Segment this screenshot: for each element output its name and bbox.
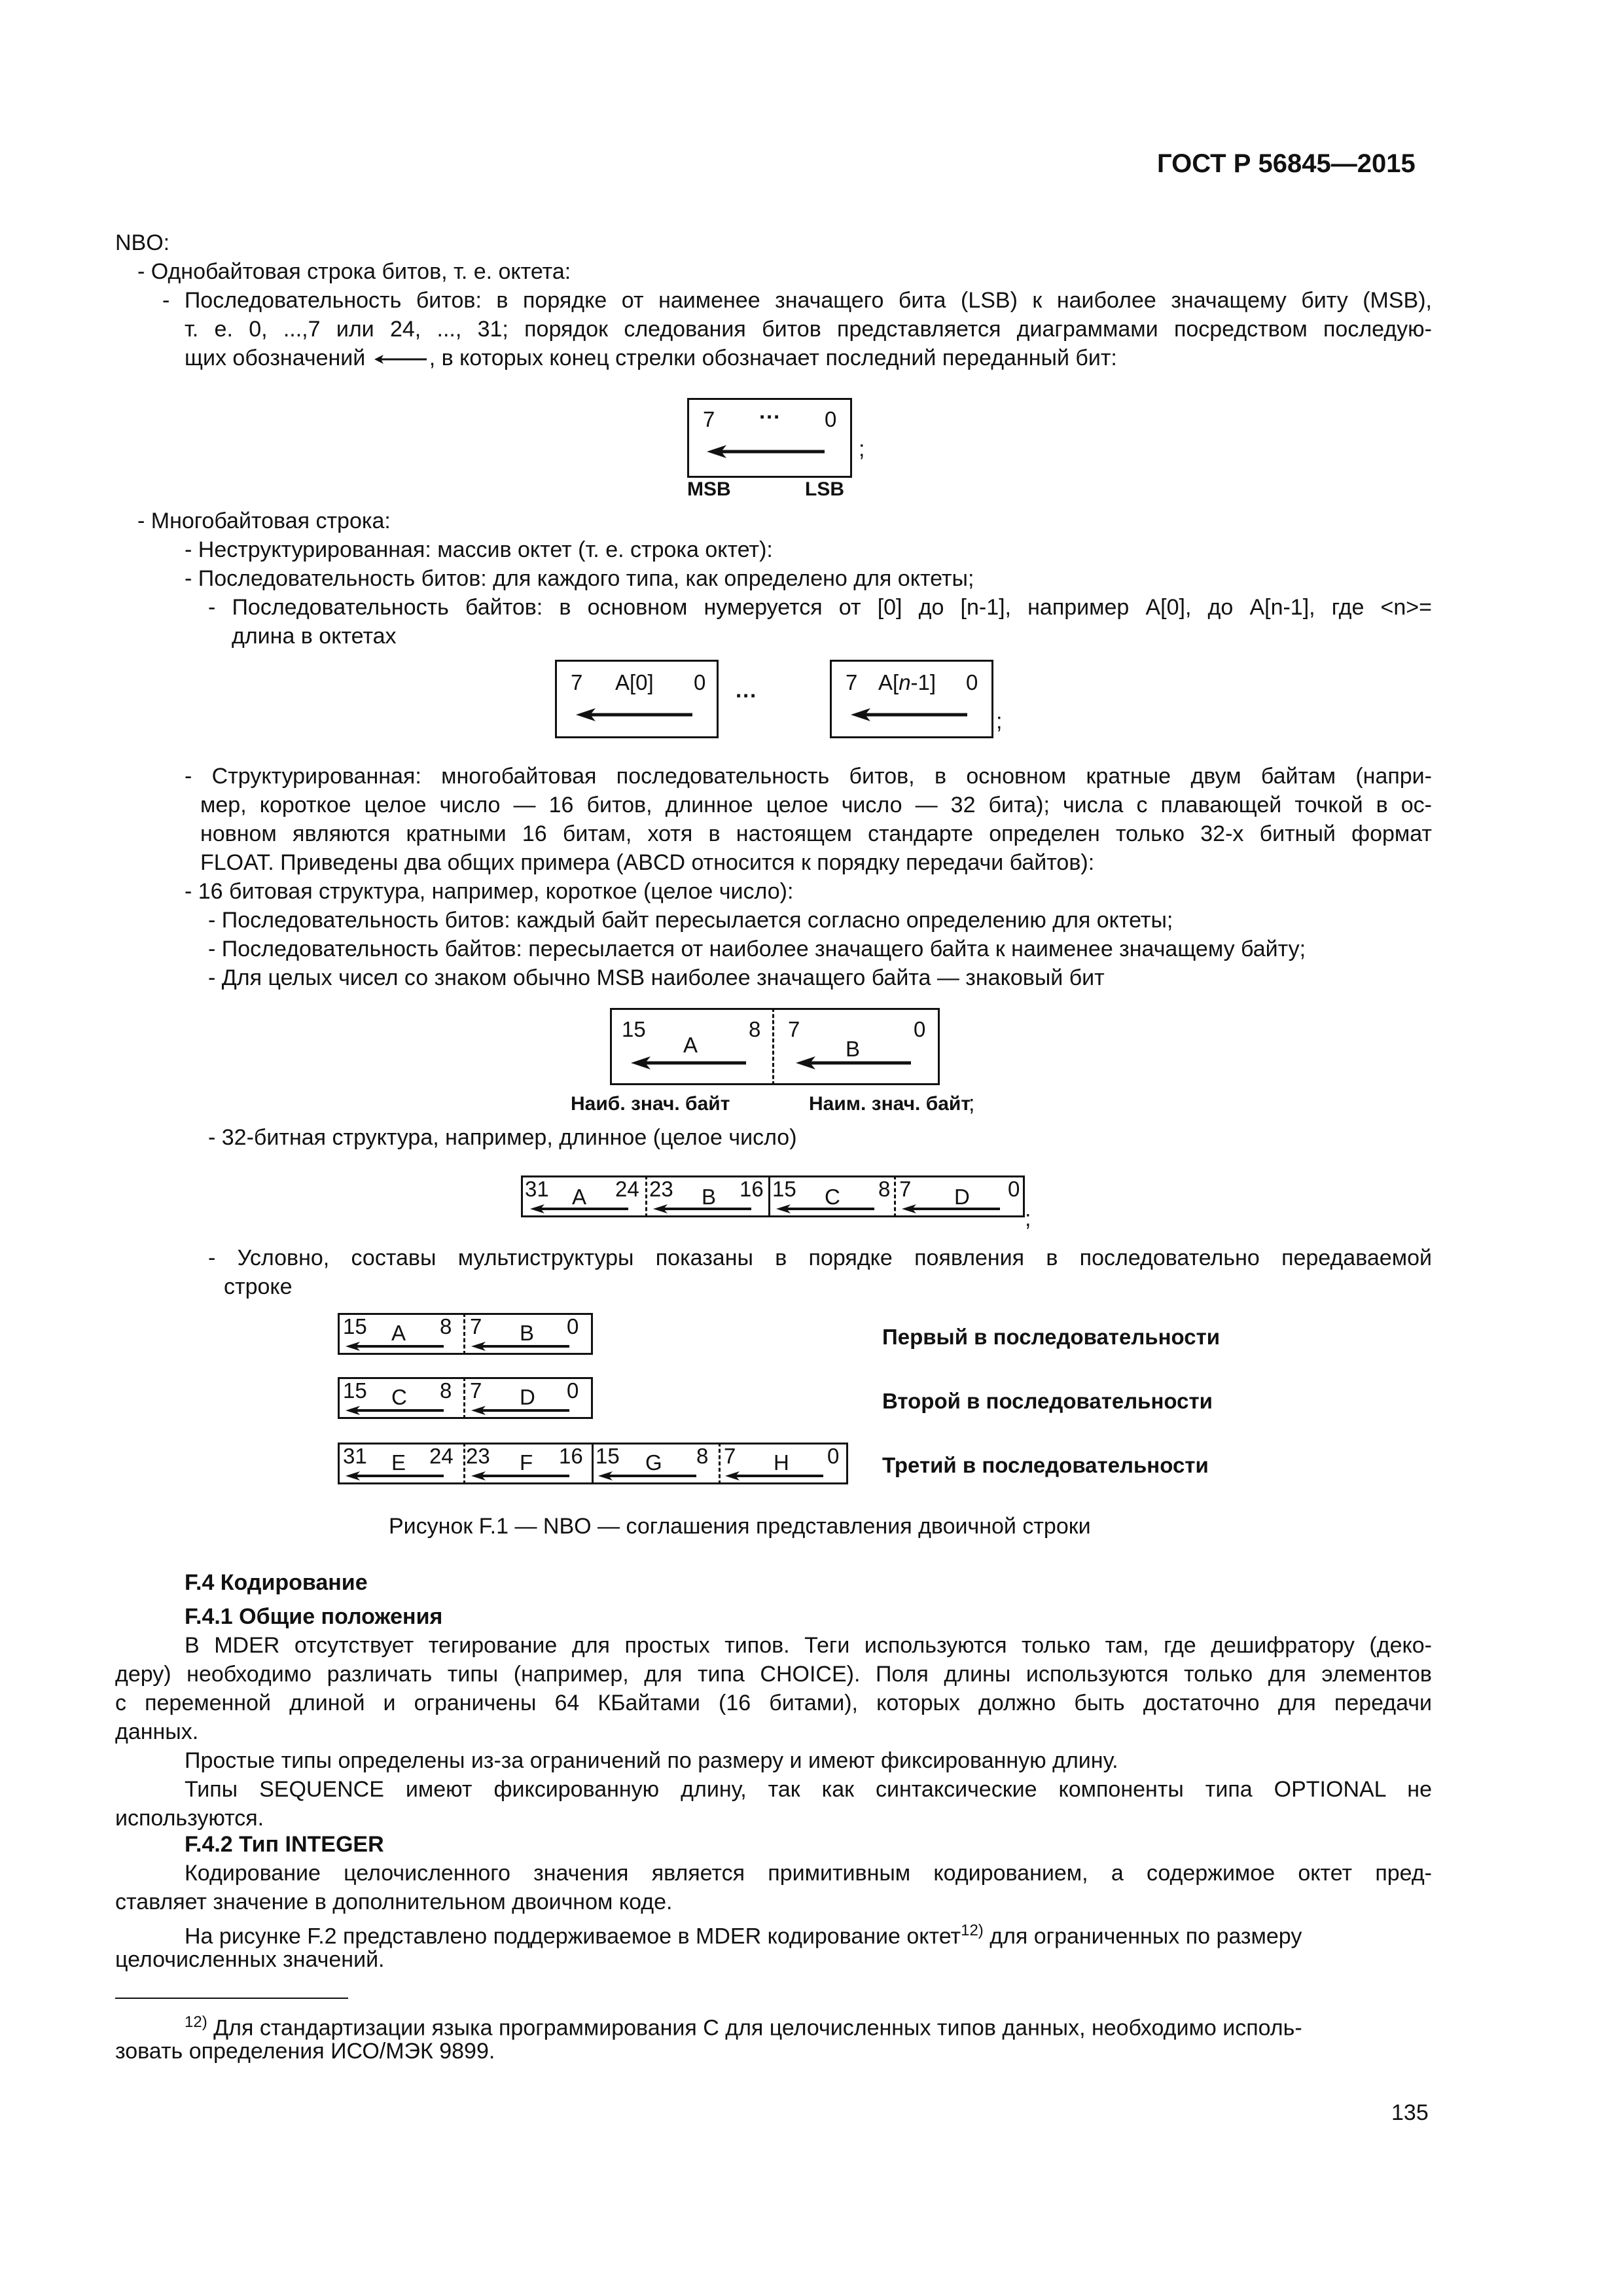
array-first-high: 7 [571,670,583,694]
row3-f: F [520,1450,533,1475]
p3-line-1: Типы SEQUENCE имеют фиксированную длину, так как синтаксические компоненты типа OPTIONAL не [185,1777,1432,1802]
row1-a-lo: 8 [440,1314,452,1338]
row3-f-lo: 16 [559,1444,583,1468]
row1-divider [463,1313,465,1355]
f41-heading: F.4.1 Общие положения [185,1604,443,1629]
s32-divider-3 [894,1175,896,1217]
s32-a-hi: 31 [525,1177,549,1201]
s16-b: B [846,1037,861,1061]
byte-seq-line-1: - Последовательность байтов: в основном нумеруется от [0] до [n-1], например А[0], до А[n-1], где <n>= [208,595,1432,620]
array-last-name-post: -1] [910,670,936,694]
s16-a-arrow-icon [631,1055,746,1071]
row1-b-hi: 7 [470,1314,482,1338]
array-first-arrow-icon [576,707,692,723]
octet-arrow-icon [707,444,825,459]
row3-g-arrow-icon [598,1471,696,1480]
s32-d-arrow-icon [902,1204,1000,1213]
s32-divider-1 [645,1175,647,1217]
doc-id: ГОСТ Р 56845—2015 [1157,149,1416,178]
arrow-left-icon [374,353,427,366]
s16-b-hi: 7 [788,1017,800,1041]
row2-a: C [391,1385,407,1409]
s32-c-lo: 8 [878,1177,891,1201]
array-semicolon: ; [996,709,1003,734]
s16-item: - 16 битовая структура, например, короткое (целое число): [185,879,794,904]
multi-byte-item: - Многобайтовая строка: [137,509,391,533]
row3-e: E [391,1450,406,1475]
structured-line-4: FLOAT. Приведены два общих примера (ABCD относится к порядку передачи байтов): [200,850,1095,875]
s32-item: - 32-битная структура, например, длинное (целое число) [208,1125,797,1150]
s32-b-hi: 23 [649,1177,673,1201]
nbo-title: NBO: [115,230,170,255]
f4-heading: F.4 Кодирование [185,1570,368,1595]
row2-b: D [520,1385,535,1409]
row3-g-hi: 15 [596,1444,620,1468]
array-last-name-ital: n [899,670,911,694]
multi-line-2: строке [224,1274,293,1299]
p1-line-3: с переменной длиной и ограничены 64 КБайтами (16 битами), которых должно быть достаточно для передачи [115,1691,1432,1715]
row3-e-arrow-icon [346,1471,444,1480]
s16-lsb-label: Наим. знач. байт [809,1093,971,1115]
row2-a-arrow-icon [346,1406,444,1415]
p2: Простые типы определены из-за ограничений по размеру и имеют фиксированную длину. [185,1748,1118,1773]
row2-b-lo: 0 [567,1378,579,1403]
bit-order-line-3b: , в которых конец стрелки обозначает последний переданный бит: [429,346,1117,370]
octet-high-bit: 7 [703,407,715,431]
structured-line-3: новном являются кратными 16 битам, хотя в настоящем стандарте определен только 32-х битный формат [200,821,1432,846]
s16-sign-item: - Для целых чисел со знаком обычно MSB наиболее значащего байта — знаковый бит [208,965,1105,990]
row1-a-arrow-icon [346,1342,444,1351]
s16-b-arrow-icon [796,1055,911,1071]
row3-h-hi: 7 [724,1444,736,1468]
p5-line-1b: для ограниченных по размеру [983,1924,1302,1949]
s16-semicolon: ; [969,1091,975,1116]
s32-b-arrow-icon [653,1204,751,1213]
s32-b: B [702,1185,717,1209]
row3-label: Третий в последовательности [882,1453,1209,1477]
row3-g: G [645,1450,662,1475]
footnote-line-2: зовать определения ИСО/МЭК 9899. [115,2039,495,2064]
p1-line-2: деру) необходимо различать типы (например, для типа CHOICE). Поля длины используются только для элементов [115,1662,1432,1687]
row2-b-arrow-icon [471,1406,569,1415]
structured-line-2: мер, короткое целое число — 16 битов, длинное целое число — 32 бита); числа с плавающей точкой в ос- [200,793,1432,817]
row2-divider [463,1377,465,1419]
array-first-low: 0 [694,670,706,694]
p1-line-4: данных. [115,1719,199,1744]
p1-line-1: В MDER отсутствует тегирование для простых типов. Теги используются только там, где дешифратору (деко- [185,1633,1432,1658]
s16-a-hi: 15 [622,1017,646,1041]
p5-line-1a: На рисунке F.2 представлено поддерживаемое в MDER кодирование октет [185,1924,961,1949]
row3-g-lo: 8 [696,1444,709,1468]
bit-seq-octet-item: - Последовательность битов: для каждого типа, как определено для октеты; [185,566,974,591]
s32-d: D [954,1185,970,1209]
octet-low-bit: 0 [825,407,837,431]
footnote-mark: 12) [185,2013,207,2031]
page-number: 135 [1391,2100,1429,2125]
row1-b-lo: 0 [567,1314,579,1338]
row3-h: H [774,1450,789,1475]
lsb-label: LSB [805,478,844,500]
s32-c-hi: 15 [772,1177,796,1201]
array-first-name: A[0] [615,670,654,694]
row2-a-hi: 15 [343,1378,367,1403]
s32-d-hi: 7 [899,1177,912,1201]
row3-f-hi: 23 [466,1444,490,1468]
row3-divider-2 [592,1443,594,1484]
bit-order-line-2: т. е. 0, ...,7 или 24, ..., 31; порядок следования битов представляется диаграммами посредством последую- [185,317,1432,342]
s16-a: A [683,1033,698,1057]
octet-dots: ··· [759,404,781,429]
bit-order-line-3 [185,344,1117,372]
s32-a-lo: 24 [615,1177,639,1201]
single-byte-item: - Однобайтовая строка битов, т. е. октета: [137,259,571,284]
row3-h-arrow-icon [725,1471,823,1480]
msb-label: MSB [687,478,731,500]
footnote-ref: 12) [961,1922,984,1939]
s16-bits-item: - Последовательность битов: каждый байт пересылается согласно определению для октеты; [208,908,1173,933]
array-dots: ··· [736,683,757,708]
bit-order-line-1: - Последовательность битов: в порядке от наименее значащего бита (LSB) к наиболее значащему биту (MSB), [162,288,1432,313]
figure-caption: Рисунок F.1 — NBO — соглашения представления двоичной строки [389,1514,1091,1539]
row3-divider-1 [463,1443,465,1484]
multi-line-1: - Условно, составы мультиструктуры показаны в порядке появления в последовательно передаваемой [208,1246,1432,1270]
s16-bytes-item: - Последовательность байтов: пересылается от наиболее значащего байта к наименее значащему байту; [208,937,1306,961]
array-last-arrow-icon [851,707,967,723]
row3-divider-3 [719,1443,721,1484]
row3-e-hi: 31 [343,1444,367,1468]
s32-divider-2 [768,1175,770,1217]
s16-a-lo: 8 [749,1017,761,1041]
row1-label: Первый в последовательности [882,1325,1221,1349]
p5-line-2: целочисленных значений. [115,1947,385,1972]
footnote-text-1: Для стандартизации языка программирования С для целочисленных типов данных, необходимо исполь- [207,2015,1302,2041]
array-last-high: 7 [846,670,858,694]
array-last-name [878,672,936,694]
p4-line-1: Кодирование целочисленного значения является примитивным кодированием, а содержимое октет пред- [185,1861,1432,1886]
array-last-name-pre: A[ [878,670,899,694]
row2-label: Второй в последовательности [882,1389,1213,1413]
s16-b-lo: 0 [914,1017,926,1041]
s16-msb-label: Наиб. знач. байт [571,1093,730,1115]
s32-c-arrow-icon [776,1204,874,1213]
s32-a: A [572,1185,587,1209]
s32-c: C [825,1185,840,1209]
s32-d-lo: 0 [1008,1177,1020,1201]
row1-b: B [520,1321,535,1345]
row3-h-lo: 0 [827,1444,840,1468]
bit-order-line-3a: щих обозначений [185,346,366,370]
array-last-low: 0 [966,670,978,694]
unstructured-item: - Неструктурированная: массив октет (т. е. строка октет): [185,537,773,562]
f42-heading: F.4.2 Тип INTEGER [185,1832,384,1857]
row2-a-lo: 8 [440,1378,452,1403]
octet-semicolon: ; [859,437,865,461]
row3-e-lo: 24 [429,1444,454,1468]
s32-b-lo: 16 [740,1177,764,1201]
p3-line-2: используются. [115,1806,264,1831]
s16-box [610,1008,940,1085]
byte-seq-line-2: длина в октетах [232,624,397,649]
p4-line-2: ставляет значение в дополнительном двоичном коде. [115,1890,673,1914]
s32-semicolon: ; [1025,1206,1031,1231]
row3-f-arrow-icon [471,1471,569,1480]
footnote-rule [115,1998,348,1999]
row2-b-hi: 7 [470,1378,482,1403]
structured-line-1: - Структурированная: многобайтовая последовательность битов, в основном кратные двум байтам (напри- [185,764,1432,789]
row1-b-arrow-icon [471,1342,569,1351]
row1-a: A [391,1321,406,1345]
s16-divider [772,1008,774,1085]
s32-a-arrow-icon [530,1204,628,1213]
row1-a-hi: 15 [343,1314,367,1338]
